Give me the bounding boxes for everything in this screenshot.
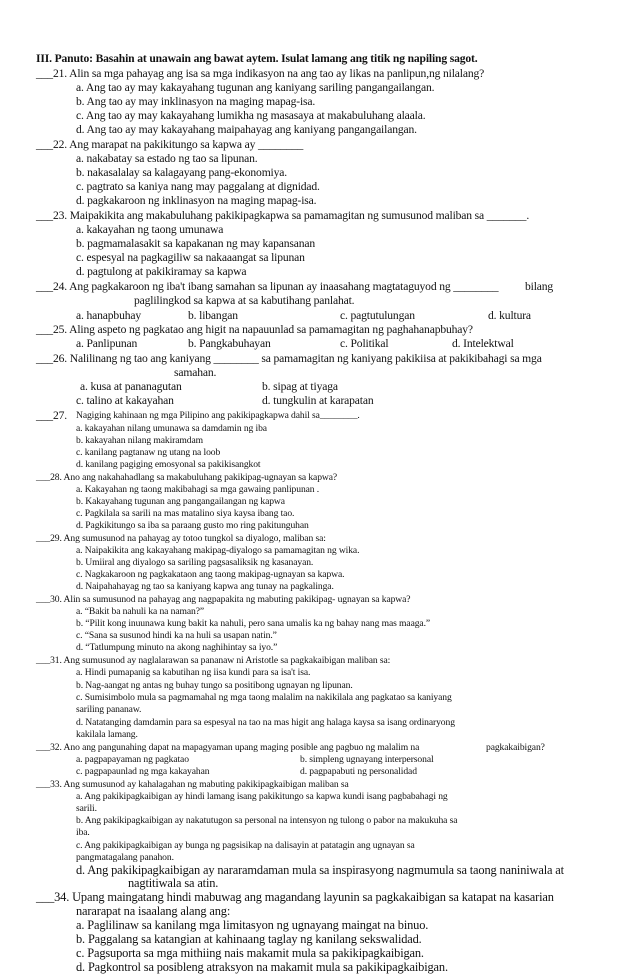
q32-choice-c: c. pagpapaunlad ng mga kakayahan bbox=[76, 766, 210, 777]
q34-choice-b: b. Paggalang sa katangian at kahinaang taglay ng kanilang sekswalidad. bbox=[76, 932, 422, 946]
q33-choice-d-cont: nagtitiwala sa atin. bbox=[128, 876, 219, 890]
q21-choice-b: b. Ang tao ay may inklinasyon na maging mapag-isa. bbox=[76, 95, 316, 108]
q27-choice-d: d. kanilang pagiging emosyonal sa pakikisangkot bbox=[76, 459, 261, 470]
q24-choice-b: b. libangan bbox=[188, 309, 238, 322]
q23-choice-c: c. espesyal na pagkagiliw sa nakaaangat sa lipunan bbox=[76, 251, 305, 264]
q24-continuation: bilang bbox=[525, 280, 554, 293]
q29-choice-d: d. Naipahahayag ng tao sa kaniyang kapwa ang tunay na pagkalinga. bbox=[76, 581, 334, 592]
q29-choice-b: b. Umiiral ang diyalogo sa sariling pagsasaliksik ng kasanayan. bbox=[76, 557, 314, 568]
question-34-cont: nararapat na isaalang alang ang: bbox=[76, 904, 231, 918]
q23-choice-a: a. kakayahan ng taong umunawa bbox=[76, 223, 224, 236]
question-30: ___30. Alin sa sumusunod na pahayag ang nagpapakita ng mabuting pakikipag- ugnayan sa kapwa? bbox=[36, 594, 411, 605]
question-23: ___23. Maipakikita ang makabuluhang pakikipagkapwa sa pamamagitan ng sumusunod maliban sa _______. bbox=[36, 209, 530, 222]
question-31: ___31. Ang sumusunod ay naglalarawan sa pananaw ni Aristotle sa pagkakaibigan maliban sa: bbox=[36, 655, 391, 666]
q26-choice-c: c. talino at kakayahan bbox=[76, 394, 174, 407]
q25-choice-d: d. Intelektwal bbox=[452, 337, 514, 350]
q33-choice-a: a. Ang pakikipagkaibigan ay hindi lamang isang pakikitungo sa kapwa kundi isang pagbabahagi ng bbox=[76, 791, 448, 802]
q32-choice-a: a. pagpapayaman ng pagkatao bbox=[76, 754, 189, 765]
q33-choice-b: b. Ang pakikipagkaibigan ay nakatutugon sa personal na intensyon ng tulong o pabor na makukuha sa bbox=[76, 815, 458, 826]
q26-choice-b: b. sipag at tiyaga bbox=[262, 380, 338, 393]
q21-choice-d: d. Ang tao ay may kakayahang maipahayag ang kaniyang pangangailangan. bbox=[76, 123, 417, 136]
q31-choice-c-cont: sariling pananaw. bbox=[76, 704, 142, 715]
question-25: ___25. Aling aspeto ng pagkatao ang higit na napauunlad sa pamamagitan ng paghahanapbuhay? bbox=[36, 323, 473, 336]
question-26: ___26. Nalilinang ng tao ang kaniyang ________ sa pamamagitan ng kaniyang pakikiisa at pakikibahagi sa mga bbox=[36, 352, 542, 365]
q22-choice-b: b. nakasalalay sa kalagayang pang-ekonomiya. bbox=[76, 166, 288, 179]
q27-choice-b: b. kakayahan nilang makiramdam bbox=[76, 435, 204, 446]
q30-choice-d: d. “Tatlumpung minuto na akong naghihintay sa iyo.” bbox=[76, 642, 278, 653]
q31-choice-d-cont: kakilala lamang. bbox=[76, 729, 138, 740]
question-27-number: ___27. bbox=[36, 409, 67, 422]
q29-choice-a: a. Naipakikita ang kakayahang makipag-diyalogo sa pamamagitan ng wika. bbox=[76, 545, 360, 556]
q22-choice-a: a. nakabatay sa estado ng tao sa lipunan. bbox=[76, 152, 258, 165]
q24-choice-d: d. kultura bbox=[488, 309, 531, 322]
question-28: ___28. Ano ang nakahahadlang sa makabuluhang pakikipag-ugnayan sa kapwa? bbox=[36, 472, 338, 483]
q34-choice-d: d. Pagkontrol sa posibleng atraksyon na makamit mula sa pakikipagkaibigan. bbox=[76, 960, 448, 974]
q24-choice-a: a. hanapbuhay bbox=[76, 309, 142, 322]
q30-choice-c: c. “Sana sa susunod hindi ka na huli sa usapan natin.” bbox=[76, 630, 277, 641]
q28-choice-a: a. Kakayahan ng taong makibahagi sa mga gawaing panlipunan . bbox=[76, 484, 320, 495]
q28-choice-d: d. Pagkikitungo sa iba sa paraang gusto mo ring pakitunguhan bbox=[76, 520, 309, 531]
question-32-cont: pagkakaibigan? bbox=[486, 742, 545, 753]
q21-choice-a: a. Ang tao ay may kakayahang tugunan ang kaniyang sariling pangangailangan. bbox=[76, 81, 435, 94]
q26-choice-d: d. tungkulin at karapatan bbox=[262, 394, 374, 407]
q34-choice-c: c. Pagsuporta sa mga mithiing nais makamit mula sa pakikipagkaibigan. bbox=[76, 946, 424, 960]
q31-choice-a: a. Hindi pumapanig sa kabutihan ng iisa kundi para sa isa't isa. bbox=[76, 667, 311, 678]
q26-line-2: samahan. bbox=[174, 366, 217, 379]
question-34: ___34. Upang maingatang hindi mabuwag ang magandang layunin sa pagkakaibigan sa katapat na kasarian bbox=[36, 890, 554, 904]
question-22: ___22. Ang marapat na pakikitungo sa kapwa ay ________ bbox=[36, 138, 304, 151]
question-24: ___24. Ang pagkakaroon ng iba't ibang samahan sa lipunan ay inaasahang magtataguyod ng ________ bbox=[36, 280, 499, 293]
question-21: ___21. Alin sa mga pahayag ang isa sa mga indikasyon na ang tao ay likas na panlipun,ng nilalang? bbox=[36, 67, 485, 80]
q24-line-2: paglilingkod sa kapwa at sa kabutihang panlahat. bbox=[134, 294, 355, 307]
question-32: ___32. Ano ang pangunahing dapat na mapagyaman upang maging posible ang pagbuo ng malalim na bbox=[36, 742, 420, 753]
q30-choice-a: a. “Bakit ba nahuli ka na naman?” bbox=[76, 606, 205, 617]
q33-choice-d: d. Ang pakikipagkaibigan ay nararamdaman mula sa inspirasyong nagmumula sa taong naniniwala at bbox=[76, 863, 564, 877]
q24-choice-c: c. pagtutulungan bbox=[340, 309, 415, 322]
instructions-heading: III. Panuto: Basahin at unawain ang bawat aytem. Isulat lamang ang titik ng napiling sagot. bbox=[36, 52, 478, 65]
q34-choice-a: a. Paglilinaw sa kanilang mga limitasyon ng ugnayang maingat na binuo. bbox=[76, 918, 429, 932]
q27-choice-a: a. kakayahan nilang umunawa sa damdamin ng iba bbox=[76, 423, 267, 434]
question-33: ___33. Ang sumusunod ay kahalagahan ng mabuting pakikipagkaibigan maliban sa bbox=[36, 779, 349, 790]
q26-choice-a: a. kusa at pananagutan bbox=[80, 380, 182, 393]
q32-choice-d: d. pagpapabuti ng personalidad bbox=[300, 766, 417, 777]
q25-choice-b: b. Pangkabuhayan bbox=[188, 337, 271, 350]
q32-choice-b: b. simpleng ugnayang interpersonal bbox=[300, 754, 434, 765]
q29-choice-c: c. Nagkakaroon ng pagkakataon ang taong makipag-ugnayan sa kapwa. bbox=[76, 569, 345, 580]
q31-choice-c: c. Sumisimbolo mula sa pagmamahal ng mga taong malalim na nakikilala ang pagkatao sa kaniyang bbox=[76, 692, 452, 703]
q22-choice-c: c. pagtrato sa kaniya nang may paggalang at dignidad. bbox=[76, 180, 320, 193]
q23-choice-b: b. pagmamalasakit sa kapakanan ng may kapansanan bbox=[76, 237, 316, 250]
q28-choice-c: c. Pagkilala sa sarili na mas matalino siya kaysa ibang tao. bbox=[76, 508, 295, 519]
q30-choice-b: b. “Pilit kong inuunawa kung bakit ka nahuli, pero sana umalis ka ng bahay nang mas maaga.” bbox=[76, 618, 431, 629]
q33-choice-c-cont: pangmatagalang panahon. bbox=[76, 852, 174, 863]
q31-choice-b: b. Nag-aangat ng antas ng buhay tungo sa positibong ugnayan ng lipunan. bbox=[76, 680, 353, 691]
q21-choice-c: c. Ang tao ay may kakayahang lumikha ng masasaya at makabuluhang alaala. bbox=[76, 109, 426, 122]
q27-choice-c: c. kanilang pagtanaw ng utang na loob bbox=[76, 447, 221, 458]
q31-choice-d: d. Natatanging damdamin para sa espesyal na tao na mas higit ang halaga kaysa sa isang ordinaryong bbox=[76, 717, 455, 728]
q22-choice-d: d. pagkakaroon ng inklinasyon na maging mapag-isa. bbox=[76, 194, 317, 207]
q25-choice-a: a. Panlipunan bbox=[76, 337, 138, 350]
question-27: Nagiging kahinaan ng mga Pilipino ang pakikipagkapwa dahil sa________. bbox=[76, 410, 360, 421]
q25-choice-c: c. Politikal bbox=[340, 337, 389, 350]
q33-choice-b-cont: iba. bbox=[76, 827, 90, 838]
question-29: ___29. Ang sumusunod na pahayag ay totoo tungkol sa diyalogo, maliban sa: bbox=[36, 533, 326, 544]
q33-choice-a-cont: sarili. bbox=[76, 803, 97, 814]
q23-choice-d: d. pagtulong at pakikiramay sa kapwa bbox=[76, 265, 247, 278]
q28-choice-b: b. Kakayahang tugunan ang pangangailangan ng kapwa bbox=[76, 496, 285, 507]
q33-choice-c: c. Ang pakikipagkaibigan ay bunga ng pagsisikap na dalisayin at patatagin ang ugnayan sa bbox=[76, 840, 415, 851]
